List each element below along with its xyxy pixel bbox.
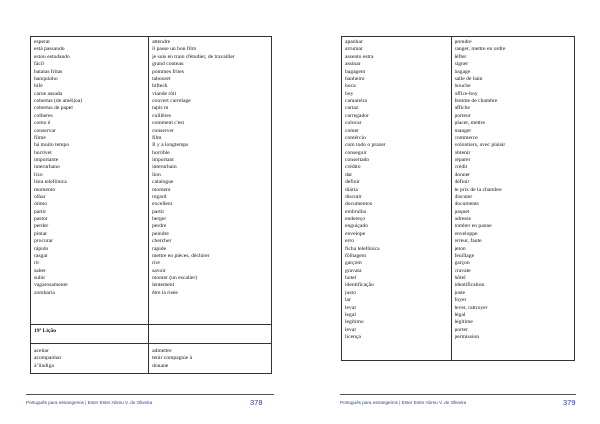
portuguese-word: aceitar xyxy=(34,348,49,354)
french-translation: moment xyxy=(152,186,171,193)
french-translation: jeton xyxy=(454,245,466,252)
footer-rule xyxy=(340,394,576,395)
french-translation: le prix de la chambre xyxy=(454,186,502,193)
french-translation: comment c'est xyxy=(152,120,184,127)
portuguese-word: rasgar xyxy=(34,252,48,259)
french-translation: légal xyxy=(454,311,466,318)
portuguese-word: legal xyxy=(345,311,356,318)
french-translation: grand couteau xyxy=(152,61,184,68)
french-translation: excellent xyxy=(152,201,173,208)
portuguese-word: como é xyxy=(34,120,51,127)
french-translation: lentement xyxy=(152,282,175,289)
french-translation: peindre xyxy=(152,230,169,237)
french-translation: film xyxy=(152,134,162,141)
french-translation: hôtel xyxy=(454,275,466,281)
portuguese-word: bife xyxy=(34,83,43,90)
french-translation: crédit xyxy=(454,164,468,171)
french-translation: volontiers, avec plaisir xyxy=(454,142,506,149)
portuguese-column xyxy=(31,37,149,325)
french-translation: tabouret xyxy=(152,75,171,82)
portuguese-column xyxy=(342,37,452,361)
portuguese-word: cobertas de papel xyxy=(34,105,73,112)
french-translation: définir xyxy=(454,179,470,186)
french-translation: légitime xyxy=(454,319,473,326)
french-translation: porter xyxy=(454,326,468,333)
portuguese-word: boca xyxy=(345,83,356,90)
portuguese-word: comércio xyxy=(345,134,366,141)
portuguese-word: estou estudando xyxy=(34,53,70,60)
portuguese-word: colocar xyxy=(345,120,362,127)
portuguese-word: apanhar xyxy=(345,39,363,45)
portuguese-word: fôlhagem xyxy=(345,252,367,259)
french-translation: obtenir xyxy=(454,149,471,156)
portuguese-word: dar xyxy=(345,171,353,178)
portuguese-word: batatas fritas xyxy=(34,68,63,75)
french-translation: foyer xyxy=(454,297,467,304)
portuguese-word: assento estra xyxy=(345,53,374,60)
french-translation: lion xyxy=(152,171,161,178)
portuguese-word: erro xyxy=(345,238,355,245)
portuguese-word: envelope xyxy=(345,230,366,237)
french-translation: bifteck xyxy=(152,83,168,90)
portuguese-word: documentos xyxy=(345,201,373,208)
portuguese-word: importante xyxy=(34,157,59,163)
portuguese-word: arrumar xyxy=(345,46,363,53)
portuguese-word: endereço xyxy=(345,216,366,222)
portuguese-word: perder xyxy=(34,223,49,230)
french-translation: pommes frites xyxy=(152,68,184,75)
footer-rule xyxy=(26,394,274,395)
french-translation: salle de bain xyxy=(454,75,483,82)
portuguese-word: momento xyxy=(34,186,56,193)
portuguese-word: esperar xyxy=(34,39,51,45)
vocabulary-table-left xyxy=(30,36,272,374)
portuguese-word: justo xyxy=(345,289,356,296)
french-translation: prendre xyxy=(454,39,472,45)
french-translation: lever, rattroyer xyxy=(454,304,488,311)
french-translation: feuillage xyxy=(454,252,475,259)
french-translation: enveloppe xyxy=(454,230,478,237)
portuguese-word: olhar xyxy=(34,193,46,200)
portuguese-word: saber xyxy=(34,267,46,274)
portuguese-word: zombaria xyxy=(34,289,55,296)
portuguese-word: discutir xyxy=(345,193,362,200)
french-translation: porteur xyxy=(454,112,471,119)
french-translation: rire xyxy=(152,260,160,267)
french-translation: garçon xyxy=(454,260,470,267)
french-translation: important xyxy=(152,157,174,163)
french-translation: Il y a longtemps xyxy=(152,142,189,149)
table-row xyxy=(342,37,575,361)
french-translation: réparer xyxy=(454,157,471,163)
portuguese-word: horrível xyxy=(34,149,52,156)
portuguese-word: banheiro xyxy=(345,75,365,82)
french-column xyxy=(149,344,272,374)
portuguese-word: rir xyxy=(34,260,40,267)
french-translation: bagage xyxy=(454,68,471,75)
french-translation: être la risée xyxy=(152,289,178,296)
french-translation: femme de chambre xyxy=(454,98,498,104)
portuguese-word: procurar xyxy=(34,238,53,245)
french-translation: permission xyxy=(454,334,480,340)
french-translation: manger xyxy=(454,127,472,134)
portuguese-word: fácil xyxy=(34,61,44,68)
french-translation: regard xyxy=(152,193,167,200)
portuguese-word: legítimo xyxy=(345,319,364,326)
portuguese-word: rápido xyxy=(34,245,49,252)
french-translation: ranger, mettre en ordre xyxy=(454,46,506,53)
french-translation: monter (un escalier) xyxy=(152,275,198,281)
french-translation: commerce xyxy=(454,134,478,141)
french-translation: cuillères xyxy=(152,112,172,119)
portuguese-word: acompanhar xyxy=(34,355,62,362)
french-translation: berger xyxy=(152,216,167,222)
portuguese-word: gravata xyxy=(345,267,362,274)
french-translation: couvert carrelage xyxy=(152,98,191,104)
french-translation: juste xyxy=(454,289,466,296)
french-translation: chercher xyxy=(152,238,172,245)
portuguese-word: enguiçado xyxy=(345,223,368,230)
french-translation: horrible xyxy=(152,149,170,156)
french-translation: il passe un bon film xyxy=(152,46,197,53)
portuguese-word: embrulho xyxy=(345,208,367,215)
portuguese-word: filme xyxy=(34,134,46,141)
french-translation: tapis m xyxy=(152,105,169,112)
right-page xyxy=(300,0,600,424)
portuguese-word: diária xyxy=(345,186,358,193)
french-translation: donner xyxy=(454,171,471,178)
lesson-heading-empty-cell xyxy=(149,325,272,344)
french-column xyxy=(451,37,575,361)
portuguese-word: colheres xyxy=(34,112,53,119)
portuguese-word: interurbano xyxy=(34,164,60,171)
french-translation: viande rôti xyxy=(152,90,177,97)
portuguese-word: hotel xyxy=(345,275,357,281)
portuguese-word: comer xyxy=(345,127,359,134)
portuguese-word: ficha telefônica xyxy=(345,245,380,252)
portuguese-word: há muito tempo xyxy=(34,142,70,149)
french-translation: bouche xyxy=(454,83,471,90)
portuguese-word: vagarosamente xyxy=(34,282,68,289)
french-translation: office-boy xyxy=(454,90,478,97)
portuguese-word: identificação xyxy=(345,282,374,289)
portuguese-word: está passando xyxy=(34,46,65,53)
french-translation: identification xyxy=(454,282,485,289)
portuguese-word: banquinho xyxy=(34,75,58,82)
portuguese-word: crédito xyxy=(345,164,361,171)
french-column xyxy=(149,37,272,325)
portuguese-word: camareira xyxy=(345,98,368,104)
french-translation: attendre xyxy=(152,39,171,45)
french-translation: affiche xyxy=(454,105,470,112)
portuguese-word: conseguir xyxy=(345,149,367,156)
portuguese-word: garçom xyxy=(345,260,362,267)
portuguese-word: pintar xyxy=(34,230,48,237)
vocabulary-table-right xyxy=(341,36,575,361)
footer-text: Português para estrangeiros | Ester Ester Abreu V. de Oliveira xyxy=(26,400,153,405)
french-translation: mettre en pièces, déchirer xyxy=(152,252,210,259)
french-translation: documents xyxy=(454,201,479,208)
french-translation: savoir xyxy=(152,267,166,274)
portuguese-word: levar xyxy=(345,326,357,333)
french-translation: partir xyxy=(152,208,165,215)
portuguese-word: boy xyxy=(345,90,354,97)
portuguese-word: licença xyxy=(345,334,361,340)
lesson-heading: 19ª Lição xyxy=(34,328,57,334)
french-translation: rapide xyxy=(152,245,167,252)
portuguese-word: carregador xyxy=(345,112,369,119)
portuguese-word: lar xyxy=(345,297,351,304)
portuguese-word: à’lindiga xyxy=(34,362,54,369)
french-translation: adresse xyxy=(454,216,471,222)
portuguese-word: partir xyxy=(34,208,47,215)
french-translation: admettre xyxy=(152,348,172,354)
french-translation: interurbain xyxy=(152,164,177,171)
portuguese-word: levar xyxy=(345,304,357,311)
french-translation: conserver xyxy=(152,127,174,134)
portuguese-word: com todo o prazer xyxy=(345,142,386,149)
french-translation: signer xyxy=(454,61,469,68)
portuguese-column xyxy=(31,344,149,374)
portuguese-word: bagagem xyxy=(345,68,366,75)
french-translation: cravate xyxy=(454,267,471,274)
lesson-heading-cell xyxy=(31,325,149,344)
portuguese-word: assinar xyxy=(345,61,361,68)
portuguese-word: carne assada xyxy=(34,90,63,97)
french-translation: douane xyxy=(152,362,169,369)
portuguese-word: pastor xyxy=(34,216,48,222)
portuguese-word: conservar xyxy=(34,127,56,134)
table-row xyxy=(31,325,272,344)
portuguese-word: lista telefônica xyxy=(34,179,67,186)
portuguese-word: consertado xyxy=(345,157,370,163)
french-translation: catalogue xyxy=(152,179,174,186)
french-translation: tomber en panne xyxy=(454,223,492,230)
french-translation: paquet xyxy=(454,208,470,215)
portuguese-word: ótimo xyxy=(34,201,48,208)
portuguese-word: cartaz xyxy=(345,105,359,112)
french-translation: léfter xyxy=(454,53,467,60)
french-translation: je suis en train d'étudier, de travailler xyxy=(152,53,235,60)
portuguese-word: subir xyxy=(34,275,46,281)
french-translation: tenir compagnie à xyxy=(152,355,193,362)
table-row xyxy=(31,344,272,374)
french-translation: perdre xyxy=(152,223,167,230)
portuguese-word: lixo xyxy=(34,171,43,178)
portuguese-word: definir xyxy=(345,179,360,186)
french-translation: placer, mettre xyxy=(454,120,486,127)
table-row xyxy=(31,37,272,325)
portuguese-word: cobertas (de amêijoa) xyxy=(34,98,83,104)
footer-text: Português para estrangeiros | Ester Ester Abreu V. de Oliveira xyxy=(340,400,467,405)
page-number: 378 xyxy=(250,398,263,407)
page-number: 379 xyxy=(563,398,576,407)
french-translation: discuter xyxy=(454,193,473,200)
french-translation: erreur, faute xyxy=(454,238,482,245)
